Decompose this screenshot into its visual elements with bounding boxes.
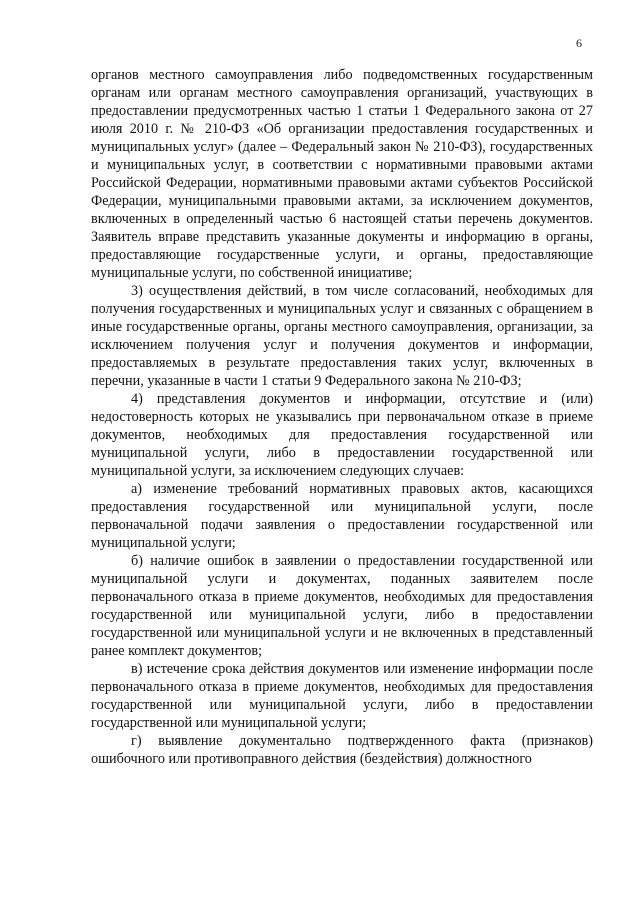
paragraph-subitem-b: б) наличие ошибок в заявлении о предоставлении государственной или муниципальной услуги и документах, поданных заявителем после первоначального отказа в приеме документов, необходимых для предоставления государственной или муниципальной услуги, либо в предоставлении государственной или муниципальной услуги и не включенных в представленный ранее комплект документов; xyxy=(91,553,593,659)
paragraph-item-4: 4) представления документов и информации, отсутствие и (или) недостоверность которых не указывались при первоначальном отказе в приеме документов, необходимых для предоставления государственной или муниципальной услуги, либо в предоставлении государственной или муниципальной услуги, за исключением следующих случаев: xyxy=(91,391,593,479)
paragraph-subitem-g: г) выявление документально подтвержденного факта (признаков) ошибочного или противоправного действия (бездействия) должностного xyxy=(91,733,593,767)
paragraph-item-3: 3) осуществления действий, в том числе согласований, необходимых для получения государственных и муниципальных услуг и связанных с обращением в иные государственные органы, органы местного самоуправления, организации, за исключением получения услуг и получения документов и информации, предоставляемых в результате предоставления таких услуг, включенных в перечни, указанные в части 1 статьи 9 Федерального закона № 210-ФЗ; xyxy=(91,283,593,389)
document-body xyxy=(91,66,593,768)
paragraph-subitem-v: в) истечение срока действия документов или изменение информации после первоначального отказа в приеме документов, необходимых для предоставления государственной или муниципальной услуги, либо в предоставлении государственной или муниципальной услуги; xyxy=(91,661,593,731)
paragraph-continuation: органов местного самоуправления либо подведомственных государственным органам или органам местного самоуправления организаций, участвующих в предоставлении предусмотренных частью 1 статьи 1 Федерального закона от 27 июля 2010 г. № 210-ФЗ «Об организации предоставления государственных и муниципальных услуг» (далее – Федеральный закон № 210-ФЗ), государственных и муниципальных услуг, в соответствии с нормативными правовыми актами Российской Федерации, нормативными правовыми актами субъектов Российской Федерации, муниципальными правовыми актами, за исключением документов, включенных в определенный частью 6 настоящей статьи перечень документов. Заявитель вправе представить указанные документы и информацию в органы, предоставляющие государственные услуги, и органы, предоставляющие муниципальные услуги, по собственной инициативе; xyxy=(91,67,593,281)
paragraph-subitem-a: а) изменение требований нормативных правовых актов, касающихся предоставления государственной или муниципальной услуги, после первоначальной подачи заявления о предоставлении государственной или муниципальной услуги; xyxy=(91,481,593,551)
page-number: 6 xyxy=(576,36,582,50)
